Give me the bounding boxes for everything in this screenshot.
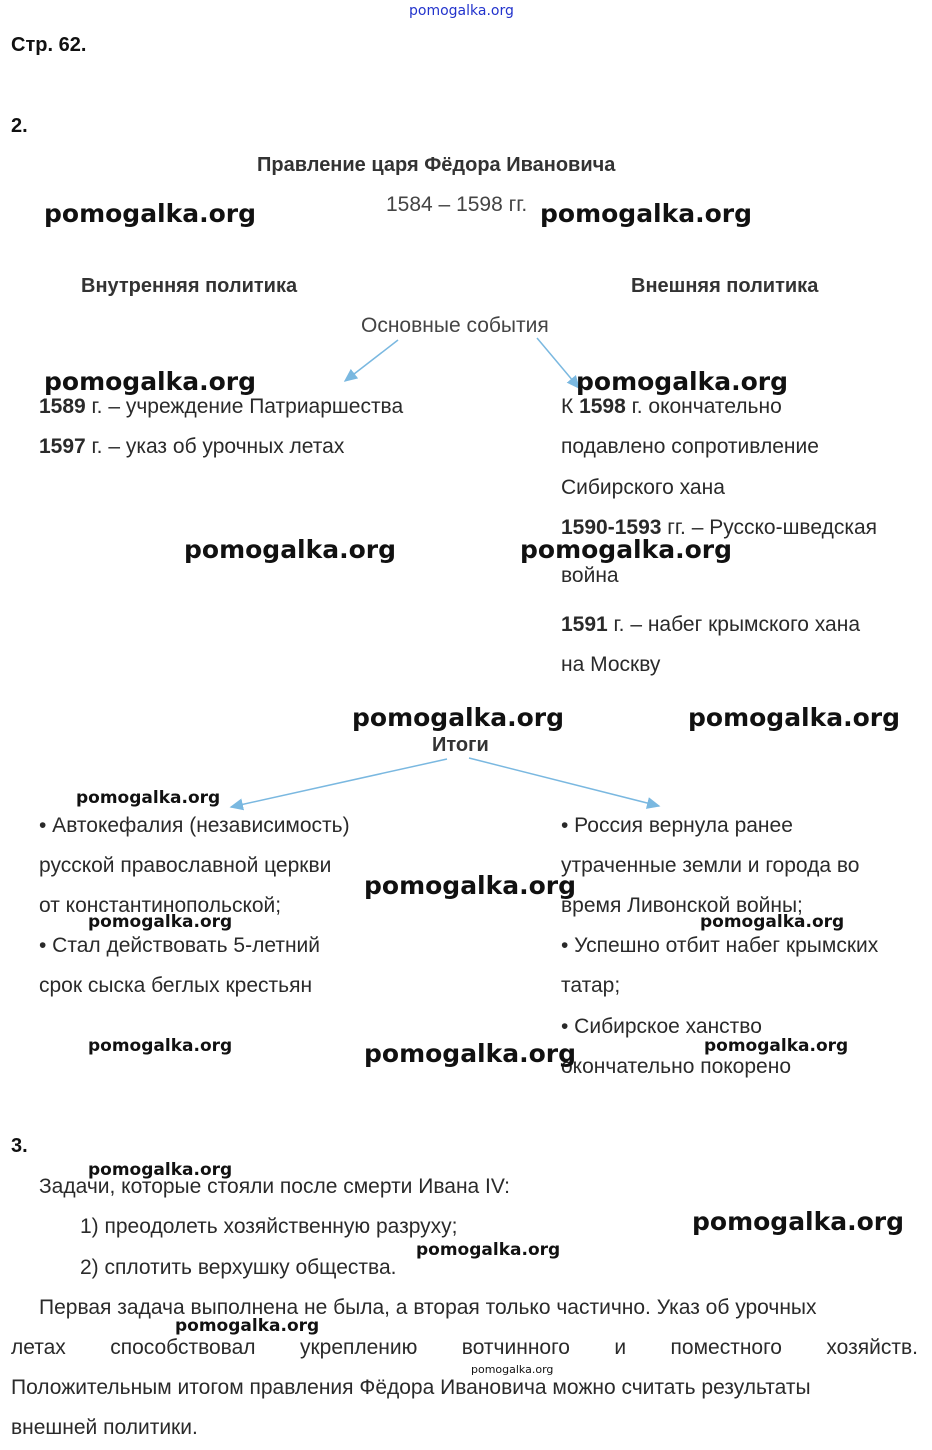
- watermark: pomogalka.org: [364, 1039, 577, 1068]
- watermark: pomogalka.org: [540, 199, 753, 228]
- watermark-top: pomogalka.org: [409, 3, 514, 19]
- watermark: pomogalka.org: [416, 1240, 561, 1260]
- outer-event-2-line2: война: [561, 564, 619, 587]
- results-heading: Итоги: [432, 734, 489, 756]
- outer-event-2: 1590-1593 гг. – Русско-шведская: [561, 516, 878, 539]
- task3-paragraph-line-2: летах способствовал укреплению вотчинного и поместного хозяйств.: [11, 1336, 918, 1359]
- watermark: pomogalka.org: [88, 1160, 233, 1180]
- outer-result-line: • Сибирское ханство: [561, 1015, 762, 1038]
- watermark: pomogalka.org: [471, 1363, 554, 1376]
- watermark: pomogalka.org: [700, 912, 845, 932]
- inner-result-line: • Автокефалия (независимость): [39, 814, 350, 837]
- watermark: pomogalka.org: [352, 703, 565, 732]
- arrow-results-inner: [231, 759, 447, 807]
- inner-event-1: 1589 г. – учреждение Патриаршества: [39, 395, 404, 418]
- watermark: pomogalka.org: [44, 367, 257, 396]
- watermark: pomogalka.org: [76, 788, 221, 808]
- watermark: pomogalka.org: [576, 367, 789, 396]
- inner-result-line: срок сыска беглых крестьян: [39, 974, 313, 997]
- outer-result-line: время Ливонской войны;: [561, 894, 803, 917]
- task3-number: 3.: [11, 1135, 28, 1157]
- task3-item-1: 1) преодолеть хозяйственную разруху;: [80, 1215, 458, 1238]
- inner-policy-heading: Внутренняя политика: [81, 275, 298, 297]
- inner-result-line: • Стал действовать 5-летний: [39, 934, 320, 957]
- outer-result-line: окончательно покорено: [561, 1055, 791, 1078]
- task3-intro: Задачи, которые стояли после смерти Ивана IV:: [39, 1175, 510, 1198]
- outer-event-1-line2: подавлено сопротивление: [561, 435, 819, 458]
- watermark: pomogalka.org: [175, 1316, 320, 1336]
- arrow-events-inner: [345, 340, 398, 381]
- task2-number: 2.: [11, 115, 28, 137]
- outer-result-line: • Россия вернула ранее: [561, 814, 793, 837]
- outer-result-line: • Успешно отбит набег крымских: [561, 934, 879, 957]
- scheme-title: Правление царя Фёдора Ивановича: [257, 154, 616, 176]
- outer-event-1-line3: Сибирского хана: [561, 476, 725, 499]
- watermark: pomogalka.org: [692, 1207, 905, 1236]
- outer-event-1: К 1598 г. окончательно: [561, 395, 782, 418]
- watermark: pomogalka.org: [88, 1036, 233, 1056]
- outer-policy-heading: Внешняя политика: [631, 275, 819, 297]
- task3-paragraph-line-1: Первая задача выполнена не была, а вторая только частично. Указ об урочных: [39, 1296, 817, 1319]
- inner-event-2: 1597 г. – указ об урочных летах: [39, 435, 345, 458]
- outer-result-line: татар;: [561, 974, 621, 997]
- page-label: Стр. 62.: [11, 34, 87, 56]
- watermark: pomogalka.org: [364, 871, 577, 900]
- arrow-results-outer: [469, 758, 659, 806]
- watermark: pomogalka.org: [88, 912, 233, 932]
- task3-paragraph-line-4: внешней политики.: [11, 1416, 198, 1439]
- watermark: pomogalka.org: [184, 535, 397, 564]
- outer-event-3: 1591 г. – набег крымского хана: [561, 613, 861, 636]
- inner-result-line: от константинопольской;: [39, 894, 282, 917]
- arrow-events-outer: [537, 338, 579, 388]
- watermark: pomogalka.org: [704, 1036, 849, 1056]
- outer-event-3-line2: на Москву: [561, 653, 661, 676]
- task3-paragraph-line-3: Положительным итогом правления Фёдора Ивановича можно считать результаты: [11, 1376, 811, 1399]
- inner-result-line: русской православной церкви: [39, 854, 332, 877]
- watermark: pomogalka.org: [44, 199, 257, 228]
- watermark: pomogalka.org: [688, 703, 901, 732]
- events-heading: Основные события: [361, 314, 549, 337]
- task3-item-2: 2) сплотить верхушку общества.: [80, 1256, 397, 1279]
- watermark: pomogalka.org: [520, 535, 733, 564]
- scheme-dates: 1584 – 1598 гг.: [386, 193, 528, 216]
- outer-result-line: утраченные земли и города во: [561, 854, 860, 877]
